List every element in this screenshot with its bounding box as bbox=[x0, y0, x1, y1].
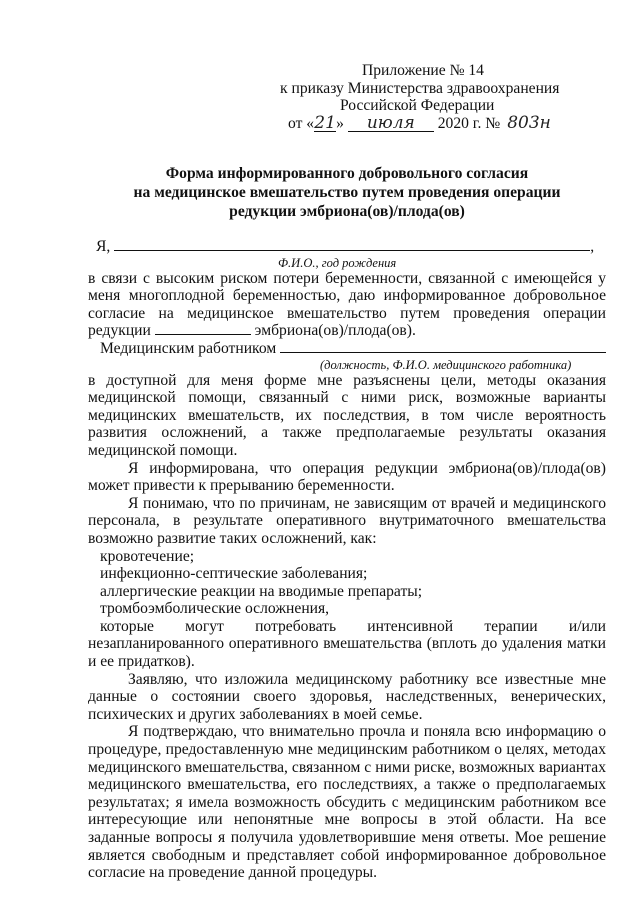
worker-caption: (должность, Ф.И.О. медицинского работника) bbox=[320, 357, 572, 372]
worker-label: Медицинским работником bbox=[100, 339, 277, 357]
worker-field[interactable] bbox=[280, 340, 606, 353]
paragraph-declare: Заявляю, что изложила медицинскому работнику все известные мне данные о состоянии своего здоровья, наследственных, венерических, психических и других заболеваниях в моей семье. bbox=[88, 670, 606, 723]
list-item: кровотечение; bbox=[100, 547, 195, 565]
date-mid: » bbox=[336, 114, 344, 132]
comma: , bbox=[590, 238, 595, 255]
list-item: тромбоэмболические осложнения, bbox=[100, 600, 330, 618]
paragraph-explained: в доступной для меня форме мне разъяснены цели, методы оказания медицинской помощи, связанный с ними риск, возможные варианты медицинских вмешательств, их последствия, в том числе вероятность развития осложнений, а также предполагаемые результаты оказания медицинской помощи. bbox=[88, 371, 606, 459]
document-header bbox=[280, 62, 610, 132]
title-line: на медицинское вмешательство путем проведения операции bbox=[133, 184, 561, 201]
country: Российской Федерации bbox=[340, 97, 495, 114]
paragraph-understand: Я понимаю, что по причинам, не зависящим от врачей и медицинского персонала, в результате оперативного внутриматочного вмешательства возможно развитие таких осложнений, как: bbox=[88, 494, 606, 547]
consent-text: в связи с высоким риском потери беременности, связанной с имеющейся у меня многоплодной беременностью, даю информированное добровольное согласие на медицинское вмешательство путем проведения операции редукции bbox=[88, 269, 606, 340]
list-item: аллергические реакции на вводимые препараты; bbox=[100, 582, 423, 600]
paragraph-informed: Я информирована, что операция редукции эмбриона(ов)/плода(ов) может привести к прерыванию беременности. bbox=[88, 459, 606, 495]
handwritten-number: 803н bbox=[507, 112, 551, 133]
form-title bbox=[88, 164, 606, 221]
title-line: редукции эмбриона(ов)/плода(ов) bbox=[229, 203, 465, 220]
appendix-number: Приложение № 14 bbox=[362, 62, 484, 79]
list-item: инфекционно-септические заболевания; bbox=[100, 565, 368, 583]
paragraph-consent bbox=[88, 270, 606, 340]
order-date-line bbox=[280, 112, 610, 133]
consent-text-end: эмбриона(ов)/плода(ов). bbox=[254, 322, 416, 340]
worker-row bbox=[88, 340, 606, 358]
title-line: Форма информированного добровольного согласия bbox=[165, 165, 529, 182]
order-reference: к приказу Министерства здравоохранения bbox=[280, 79, 560, 97]
handwritten-day: 21 bbox=[314, 112, 336, 133]
date-prefix: от « bbox=[288, 114, 315, 132]
paragraph-therapy: которые могут потребовать интенсивной терапии и/или незапланированного оперативного вмешательства (вплоть до удаления матки и ее придатков). bbox=[88, 617, 606, 671]
patient-name-field[interactable] bbox=[114, 238, 590, 251]
i-label: Я, bbox=[96, 238, 111, 255]
form-body bbox=[88, 238, 606, 882]
paragraph-confirm: Я подтверждаю, что внимательно прочла и поняла всю информацию о процедуре, предоставленную мне медицинским работником о целях, методах медицинского вмешательства, связанном с ними риске, возможных вариантах медицинского вмешательства, его последствиях, а также о предполагаемых результатах; я имела возможность обсудить с медицинским работником все интересующие или непонятные мне вопросы в этой области. На все заданные вопросы я получила удовлетворившие меня ответы. Мое решение является свободным и представляет собой информированное добровольное согласие на проведение данной процедуры. bbox=[88, 723, 606, 882]
embryo-count-field[interactable] bbox=[155, 322, 251, 335]
handwritten-month: июля bbox=[348, 116, 434, 132]
year-text: 2020 г. № bbox=[437, 114, 501, 132]
patient-name-row bbox=[88, 238, 606, 256]
fio-caption: Ф.И.О., год рождения bbox=[278, 255, 397, 270]
complications-list bbox=[88, 548, 606, 618]
